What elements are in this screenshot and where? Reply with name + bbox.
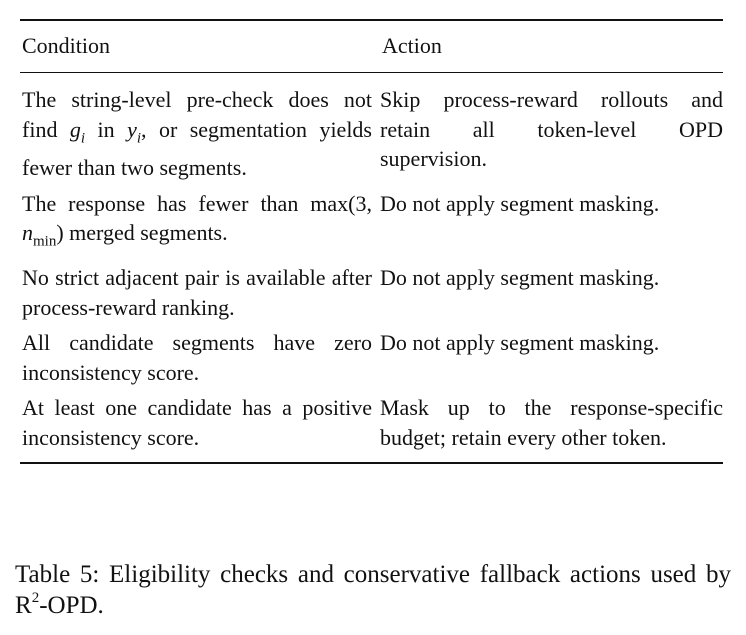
table-row bbox=[20, 186, 723, 260]
table-row bbox=[20, 73, 723, 186]
table-bottom-rule bbox=[20, 462, 723, 464]
condition-cell: At least one candidate has a positive inconsistency score. bbox=[22, 395, 372, 450]
eligibility-table-body bbox=[20, 73, 723, 462]
action-cell: Do not apply segment masking. bbox=[380, 265, 660, 291]
header-condition: Condition bbox=[22, 33, 111, 58]
table-row bbox=[20, 390, 723, 462]
action-cell: Do not apply segment masking. bbox=[380, 190, 660, 216]
table-row bbox=[20, 325, 723, 390]
header-action: Action bbox=[382, 33, 442, 58]
action-cell: Mask up to the response-specific budget; retain every other token. bbox=[380, 395, 723, 450]
table-caption: Table 5: Eligibility checks and conservative fallback actions used by $R^2$-OPD. bbox=[15, 561, 731, 619]
eligibility-table bbox=[20, 21, 723, 72]
action-cell: Skip process-reward rollouts and retain all token-level OPD supervision. bbox=[380, 87, 723, 171]
condition-cell: The response has fewer than max(3, $n_{min}$) merged segments. bbox=[22, 190, 372, 250]
table-container bbox=[20, 19, 723, 464]
condition-cell: All candidate segments have zero inconsistency score. bbox=[22, 330, 372, 385]
condition-cell: The string-level pre-check does not find $g_i$ in $y_i$, or segmentation yields fewer than two segments. bbox=[22, 87, 372, 181]
table-row bbox=[20, 260, 723, 325]
action-cell: Do not apply segment masking. bbox=[380, 330, 660, 356]
condition-cell: No strict adjacent pair is available after process-reward ranking. bbox=[22, 265, 372, 320]
table-header-row bbox=[20, 21, 723, 72]
